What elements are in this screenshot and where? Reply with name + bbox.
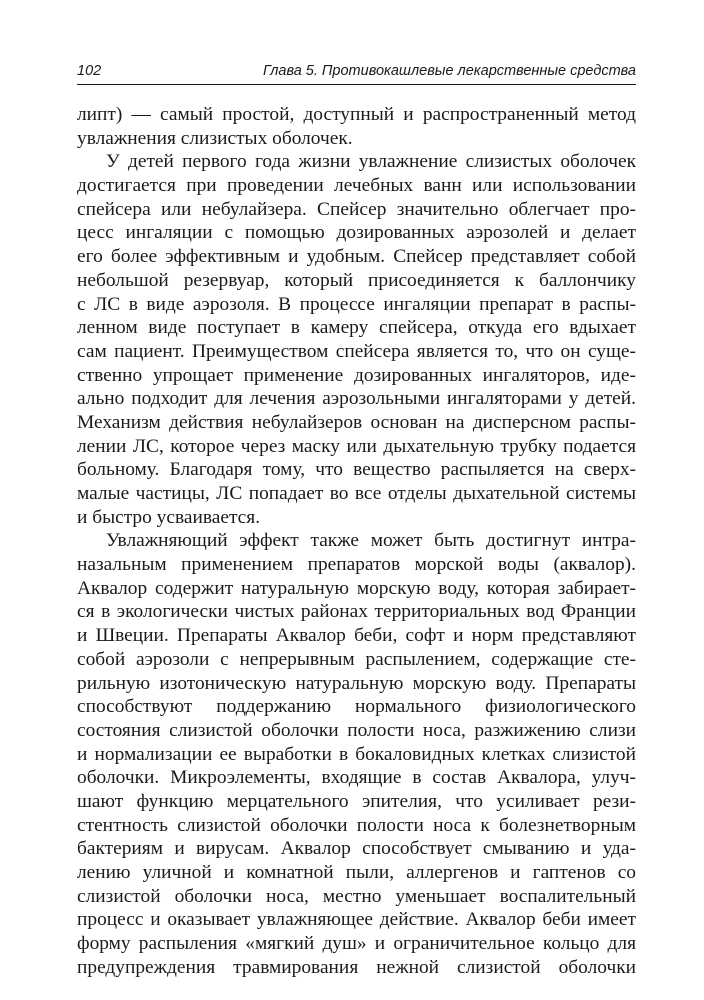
text-line: оболочки. Микроэлементы, входящие в состав Аквалора, улуч- <box>77 767 636 789</box>
text-line: спейсера или небулайзера. Спейсер значительно облегчает про- <box>77 198 636 220</box>
page-number: 102 <box>77 63 102 79</box>
text-line: и быстро усваивается. <box>77 506 261 528</box>
text-line: Увлажняющий эффект также может быть достигнут интра- <box>106 530 636 552</box>
text-line: малые частицы, ЛС попадает во все отделы дыхательной системы <box>77 483 636 504</box>
text-line: достигается при проведении лечебных ванн или использовании <box>77 175 636 197</box>
text-line: У детей первого года жизни увлажнение слизистых оболочек <box>106 151 636 173</box>
chapter-title: Глава 5. Противокашлевые лекарственные средства <box>262 63 636 79</box>
body-text <box>77 103 636 979</box>
text-line: липт) — самый простой, доступный и распространенный метод <box>77 104 636 125</box>
text-line: способствуют поддержанию нормального физиологического <box>77 696 636 718</box>
text-line: и Швеции. Препараты Аквалор беби, софт и норм представляют <box>77 625 636 647</box>
text-line: слизистой оболочки носа, местно уменьшает воспалительный <box>77 885 636 907</box>
text-line: увлажнения слизистых оболочек. <box>77 127 353 149</box>
text-line: лении ЛС, которое через маску или дыхательную трубку подается <box>77 435 636 457</box>
text-line: назальным применением препаратов морской воды (аквалор). <box>77 554 636 576</box>
text-line: состояния слизистой оболочки полости носа, разжижению слизи <box>77 719 636 741</box>
text-line: лению уличной и комнатной пыли, аллергенов и гаптенов со <box>77 862 636 883</box>
text-line: небольшой резервуар, который присоединяется к баллончику <box>77 269 636 291</box>
text-line: ственно упрощает применение дозированных ингаляторов, иде- <box>77 364 636 386</box>
paragraph <box>77 529 636 979</box>
text-line: больному. Благодаря тому, что вещество распыляется на сверх- <box>77 459 636 481</box>
paragraph <box>77 103 636 150</box>
text-line: бактериям и вирусам. Аквалор способствует смыванию и уда- <box>77 838 636 860</box>
text-line: рильную изотоническую натуральную морскую воду. Препараты <box>77 672 636 694</box>
paragraph <box>77 150 636 529</box>
running-header <box>77 60 636 85</box>
text-line: Аквалор содержит натуральную морскую воду, которая забирает- <box>77 577 636 599</box>
text-line: стентность слизистой оболочки полости носа к болезнетворным <box>77 814 636 836</box>
text-line: предупреждения травмирования нежной слизистой оболочки <box>77 956 636 978</box>
text-line: Механизм действия небулайзеров основан на дисперсном распы- <box>77 411 636 433</box>
text-line: цесс ингаляции с помощью дозированных аэрозолей и делает <box>77 222 636 244</box>
text-line: с ЛС в виде аэрозоля. В процессе ингаляции препарат в распы- <box>77 293 636 315</box>
text-line: сам пациент. Преимуществом спейсера является то, что он суще- <box>77 340 636 362</box>
text-line: форму распыления «мягкий душ» и ограничительное кольцо для <box>77 933 636 955</box>
text-line: процесс и оказывает увлажняющее действие. Аквалор беби имеет <box>77 909 636 931</box>
text-line: собой аэрозоли с непрерывным распылением, содержащие сте- <box>77 648 636 670</box>
text-line: ся в экологически чистых районах территориальных вод Франции <box>77 601 636 623</box>
text-line: и нормализации ее выработки в бокаловидных клетках слизистой <box>77 743 636 765</box>
text-line: ально подходит для лечения аэрозольными ингаляторами у детей. <box>77 388 636 410</box>
text-line: ленном виде поступает в камеру спейсера, откуда его вдыхает <box>77 317 636 339</box>
text-line: шают функцию мерцательного эпителия, что усиливает рези- <box>77 790 636 812</box>
text-line: его более эффективным и удобным. Спейсер представляет собой <box>77 246 636 268</box>
